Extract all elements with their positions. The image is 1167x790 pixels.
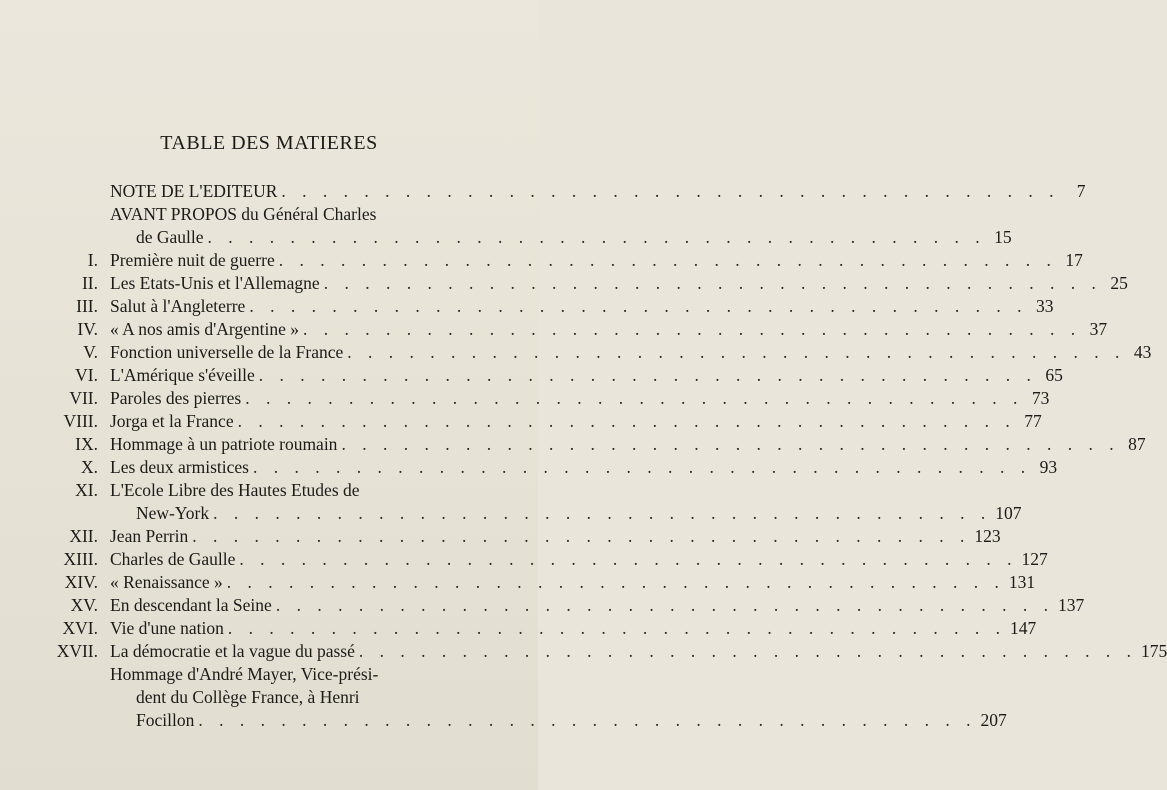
entry-title: L'Amérique s'éveille <box>110 365 255 385</box>
table-of-contents <box>30 180 1167 732</box>
entry-body <box>110 663 1007 732</box>
page-number: 207 <box>980 710 1007 730</box>
chapter-number: XII. <box>69 526 98 546</box>
entry-title: Première nuit de guerre <box>110 250 275 270</box>
chapter-number: XIV. <box>64 572 98 592</box>
dot-leader: . . . . . . . . . . . . . . . . . . . . . . . . . . . . . . . . . . . . . . <box>323 273 1102 293</box>
entry-title: « Renaissance » <box>110 572 223 592</box>
entry-title: Hommage à un patriote roumain <box>110 434 338 454</box>
page-number: 77 <box>1024 411 1042 431</box>
page-number: 25 <box>1110 273 1128 293</box>
page-number: 127 <box>1021 549 1048 569</box>
entry-body <box>110 272 1128 295</box>
entry-line <box>110 318 1108 341</box>
entry-body <box>110 456 1058 479</box>
entry-title: NOTE DE L'EDITEUR <box>110 181 278 201</box>
page-number: 65 <box>1045 365 1063 385</box>
dot-leader: . . . . . . . . . . . . . . . . . . . . . . . . . . . . . . . . . . . . . . <box>278 250 1057 270</box>
dot-leader: . . . . . . . . . . . . . . . . . . . . . . . . . . . . . . . . . . . . . . <box>207 227 986 247</box>
entry-body <box>110 295 1054 318</box>
entry-line <box>110 272 1128 295</box>
entry-line <box>110 663 490 686</box>
entry-body <box>110 640 1167 663</box>
dot-leader: . . . . . . . . . . . . . . . . . . . . . . . . . . . . . . . . . . . . . . <box>237 411 1016 431</box>
dot-leader: . . . . . . . . . . . . . . . . . . . . . . . . . . . . . . . . . . . . . . <box>281 181 1060 201</box>
entry-line <box>110 617 1037 640</box>
entry-line <box>110 640 1167 663</box>
entry-title: Salut à l'Angleterre <box>110 296 246 316</box>
toc-entry <box>30 341 1152 364</box>
dot-leader: . . . . . . . . . . . . . . . . . . . . . . . . . . . . . . . . . . . . . . <box>275 595 1054 615</box>
entry-line <box>110 571 1036 594</box>
dot-leader: . . . . . . . . . . . . . . . . . . . . . . . . . . . . . . . . . . . . . . <box>358 641 1138 661</box>
dot-leader: . . . . . . . . . . . . . . . . . . . . . . . . . . . . . . . . . . . . . . <box>258 365 1037 385</box>
entry-title: « A nos amis d'Argentine » <box>110 319 300 339</box>
chapter-number: XIII. <box>63 549 98 569</box>
chapter-number: XI. <box>75 480 98 500</box>
entry-body <box>110 410 1042 433</box>
chapter-number: XV. <box>70 595 98 615</box>
chapter-number: IV. <box>77 319 98 339</box>
entry-line <box>110 203 490 226</box>
entry-title: Vie d'une nation <box>110 618 224 638</box>
entry-title: Jorga et la France <box>110 411 234 431</box>
page-number: 131 <box>1008 572 1036 592</box>
toc-entry <box>30 272 1128 295</box>
entry-line <box>110 548 1048 571</box>
entry-line <box>110 364 1063 387</box>
toc-entry <box>30 479 1022 525</box>
toc-entry <box>30 433 1146 456</box>
toc-entry <box>30 180 1086 203</box>
page-number: 93 <box>1039 457 1058 477</box>
page-number: 15 <box>994 227 1012 247</box>
entry-line <box>110 502 1022 525</box>
entry-body <box>110 364 1063 387</box>
dot-leader: . . . . . . . . . . . . . . . . . . . . . . . . . . . . . . . . . . . . . . <box>227 618 1007 638</box>
chapter-number: X. <box>80 457 98 477</box>
entry-title: Les Etats-Unis et l'Allemagne <box>110 273 320 293</box>
dot-leader: . . . . . . . . . . . . . . . . . . . . . . . . . . . . . . . . . . . . . . <box>213 503 992 523</box>
dot-leader: . . . . . . . . . . . . . . . . . . . . . . . . . . . . . . . . . . . . . . <box>245 388 1024 408</box>
page-number: 33 <box>1035 296 1054 316</box>
dot-leader: . . . . . . . . . . . . . . . . . . . . . . . . . . . . . . . . . . . . . . <box>303 319 1082 339</box>
entry-body <box>110 341 1152 364</box>
entry-title: L'Ecole Libre des Hautes Etudes de <box>110 480 360 500</box>
entry-line <box>110 525 1001 548</box>
page-number: 147 <box>1010 618 1037 638</box>
toc-entry <box>30 295 1054 318</box>
entry-line <box>110 479 490 502</box>
entry-line <box>110 387 1050 410</box>
entry-body <box>110 318 1108 341</box>
dot-leader: . . . . . . . . . . . . . . . . . . . . . . . . . . . . . . . . . . . . . . <box>239 549 1018 569</box>
entry-line <box>110 709 1007 732</box>
chapter-number: IX. <box>75 434 98 454</box>
chapter-number: VIII. <box>63 411 98 431</box>
chapter-number: V. <box>83 342 98 362</box>
entry-title: Charles de Gaulle <box>110 549 236 569</box>
dot-leader: . . . . . . . . . . . . . . . . . . . . . . . . . . . . . . . . . . . . . . <box>198 710 977 730</box>
toc-entry <box>30 387 1050 410</box>
entry-body <box>110 525 1001 548</box>
toc-entry <box>30 364 1063 387</box>
entry-body <box>110 594 1085 617</box>
toc-entry <box>30 640 1167 663</box>
toc-entry <box>30 525 1001 548</box>
entry-title: En descendant la Seine <box>110 595 272 615</box>
entry-title: Jean Perrin <box>110 526 189 546</box>
entry-line <box>110 180 1086 203</box>
dot-leader: . . . . . . . . . . . . . . . . . . . . . . . . . . . . . . . . . . . . . . <box>192 526 971 546</box>
entry-body <box>110 387 1050 410</box>
toc-entry <box>30 571 1036 594</box>
page-number: 107 <box>995 503 1022 523</box>
page-title: TABLE DES MATIERES <box>160 132 378 154</box>
chapter-number: XVI. <box>62 618 98 638</box>
chapter-number: VI. <box>75 365 98 385</box>
entry-line <box>110 456 1058 479</box>
entry-title: AVANT PROPOS du Général Charles <box>110 204 377 224</box>
chapter-number: III. <box>76 296 98 316</box>
entry-title: New-York <box>136 503 210 523</box>
entry-title: Les deux armistices <box>110 457 249 477</box>
entry-line <box>110 410 1042 433</box>
entry-body <box>110 617 1037 640</box>
page-number: 7 <box>1076 181 1086 201</box>
entry-title: La démocratie et la vague du passé <box>110 641 355 661</box>
toc-entry <box>30 663 1007 732</box>
entry-line <box>110 433 1146 456</box>
page-number: 175 <box>1141 641 1167 661</box>
entry-body <box>110 571 1036 594</box>
toc-entry <box>30 548 1048 571</box>
entry-body <box>110 180 1086 203</box>
dot-leader: . . . . . . . . . . . . . . . . . . . . . . . . . . . . . . . . . . . . . . <box>252 457 1032 477</box>
chapter-number: II. <box>81 273 98 293</box>
entry-body <box>110 479 1022 525</box>
page-number: 43 <box>1133 342 1152 362</box>
entry-title: Fonction universelle de la France <box>110 342 344 362</box>
chapter-number: I. <box>87 250 98 270</box>
entry-title: dent du Collège France, à Henri <box>136 687 360 707</box>
dot-leader: . . . . . . . . . . . . . . . . . . . . . . . . . . . . . . . . . . . . . . <box>341 434 1120 454</box>
entry-body <box>110 548 1048 571</box>
page-number: 123 <box>974 526 1001 546</box>
toc-entry <box>30 203 1012 249</box>
page-number: 17 <box>1065 250 1083 270</box>
entry-title: Focillon <box>136 710 195 730</box>
chapter-number: VII. <box>69 388 98 408</box>
toc-entry <box>30 318 1108 341</box>
entry-line <box>110 226 1012 249</box>
page-number: 73 <box>1031 388 1050 408</box>
dot-leader: . . . . . . . . . . . . . . . . . . . . . . . . . . . . . . . . . . . . . . <box>347 342 1126 362</box>
entry-line <box>110 295 1054 318</box>
dot-leader: . . . . . . . . . . . . . . . . . . . . . . . . . . . . . . . . . . . . . . <box>226 572 1005 592</box>
toc-entry <box>30 617 1037 640</box>
toc-entry <box>30 410 1042 433</box>
entry-line <box>110 594 1085 617</box>
entry-line <box>110 249 1083 272</box>
entry-line <box>110 686 490 709</box>
toc-entry <box>30 456 1058 479</box>
toc-entry <box>30 249 1083 272</box>
entry-title: de Gaulle <box>136 227 204 247</box>
page-number: 137 <box>1057 595 1085 615</box>
entry-body <box>110 433 1146 456</box>
entry-title: Hommage d'André Mayer, Vice-prési- <box>110 664 379 684</box>
page-number: 37 <box>1089 319 1108 339</box>
entry-line <box>110 341 1152 364</box>
toc-entry <box>30 594 1085 617</box>
chapter-number: XVII. <box>56 641 98 661</box>
entry-title: Paroles des pierres <box>110 388 242 408</box>
entry-body <box>110 249 1083 272</box>
entry-body <box>110 203 1012 249</box>
dot-leader: . . . . . . . . . . . . . . . . . . . . . . . . . . . . . . . . . . . . . . <box>249 296 1028 316</box>
page-number: 87 <box>1128 434 1146 454</box>
